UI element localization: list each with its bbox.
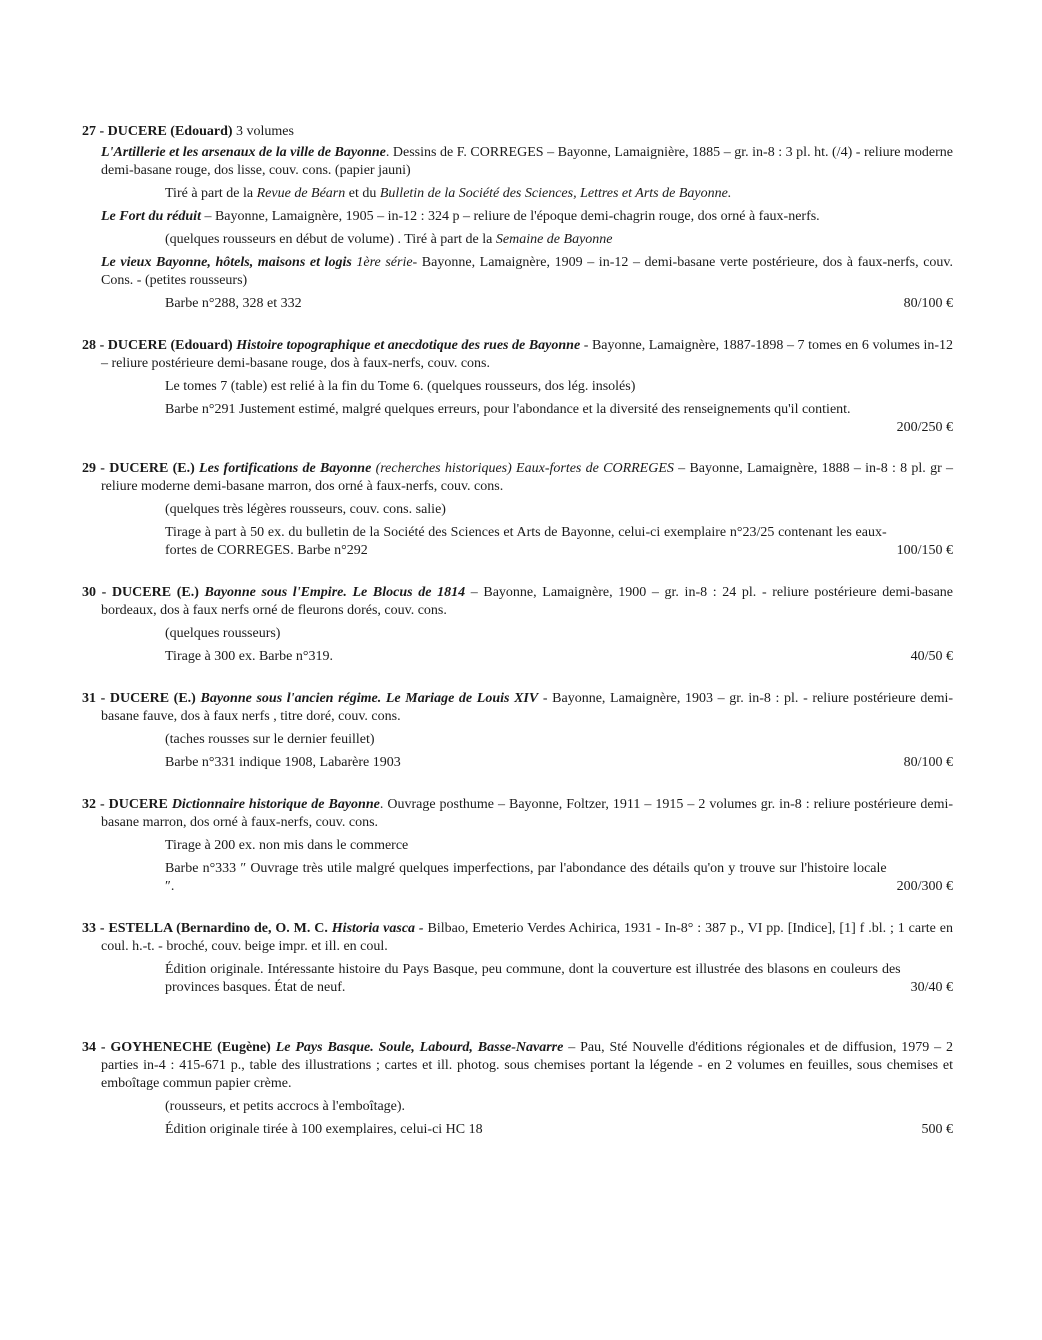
lot-reference: Tirage à 300 ex. Barbe n°319. <box>165 649 333 664</box>
lot-title: Le Fort du réduit <box>101 209 201 224</box>
lot-price: 80/100 € <box>903 755 953 770</box>
lot-heading <box>82 1039 953 1093</box>
lot-note: Édition originale tirée à 100 exemplaires, celui-ci HC 18 <box>165 1122 483 1137</box>
lot-author: 27 - DUCERE (Edouard) <box>82 124 233 139</box>
lot-34 <box>82 1039 953 1139</box>
lot-reference-line <box>165 961 953 997</box>
lot-reference-line <box>165 1121 953 1139</box>
lot-note: Tirage à part à 50 ex. du bulletin de la Société des Sciences et Arts de Bayonne, celui-ci exemplaire n°23/25 contenant les eaux-fortes de CORREGES. Barbe n°292 <box>165 525 887 558</box>
lot-reference-line <box>165 648 953 666</box>
lot-note: Tirage à 200 ex. non mis dans le commerce <box>165 838 409 853</box>
lot-author: 31 - DUCERE (E.) <box>82 691 196 706</box>
lot-description: . Dessins de F. CORREGES – Bayonne, Lamaignière, 1885 – gr. in-8 : 3 pl. ht. (/4) - reliure moderne demi-basane rouge, dos lisse, couv. cons. (papier jauni) <box>101 145 953 178</box>
lot-description: Bilbao, Emeterio Verdes Achirica, 1931 - In-8° : 387 p., VI pp. [Indice], [1] f .bl. ; 1 carte en coul. h.-t. - broché, couv. beige impr. et ill. en coul. <box>101 921 953 954</box>
lot-28 <box>82 337 953 437</box>
lot-reference: Barbe n°288, 328 et 332 <box>165 296 302 311</box>
lot-31 <box>82 690 953 772</box>
lot-reference-line <box>165 860 953 896</box>
lot-price: 40/50 € <box>910 649 953 664</box>
lot-note: Édition originale. Intéressante histoire du Pays Basque, peu commune, dont la couverture est illustrée des blasons en couleurs des provinces basques. État de neuf. <box>165 962 901 995</box>
lot-note: (rousseurs, et petits accrocs à l'emboîtage). <box>165 1099 406 1114</box>
lot-heading <box>82 920 953 956</box>
lot-note: Tiré à part de la Revue de Béarn et du Bulletin de la Société des Sciences, Lettres et Arts de Bayonne. <box>165 186 732 201</box>
lot-price: 200/300 € <box>896 879 953 894</box>
lot-price: 500 € <box>921 1122 953 1137</box>
lot-heading <box>82 337 953 373</box>
lot-note: Le tomes 7 (table) est relié à la fin du Tome 6. (quelques rousseurs, dos lég. insolés) <box>165 379 636 394</box>
lot-note: Barbe n°333 ″ Ouvrage très utile malgré quelques imperfections, par l'abondance des détails qu'on y trouve sur l'histoire locale ″. <box>165 861 887 894</box>
lot-description: Bayonne, Lamaignère, 1909 – in-12 – demi-basane verte postérieure, dos à faux-nerfs, couv. Cons. - (petites rousseurs) <box>101 255 954 288</box>
lot-note: (quelques rousseurs) <box>165 626 281 641</box>
lot-price: 30/40 € <box>910 980 953 995</box>
lot-heading <box>82 123 953 141</box>
lot-title: Bayonne sous l'ancien régime. Le Mariage de Louis XIV <box>200 691 539 706</box>
lot-description: . Ouvrage posthume – Bayonne, Foltzer, 1911 – 1915 – 2 volumes gr. in-8 : reliure postérieure demi-basane marron, dos orné à faux-nerfs, couv. cons. <box>101 797 954 830</box>
lot-title: Historia vasca - <box>331 921 424 936</box>
lot-item <box>101 144 953 180</box>
lot-description: – Bayonne, Lamaignère, 1900 – gr. in-8 : 24 pl. - reliure postérieure demi-basane bordeaux, dos à faux nerfs orné de fleurons dorés, couv. cons. <box>101 585 953 618</box>
lot-reference-line <box>165 524 953 560</box>
lot-author: 30 - DUCERE (E.) <box>82 585 199 600</box>
lot-title: Le vieux Bayonne, hôtels, maisons et logis <box>101 255 352 270</box>
lot-author: 29 - DUCERE (E.) <box>82 461 195 476</box>
lot-29 <box>82 460 953 560</box>
lot-27 <box>82 123 953 313</box>
lot-title: Les fortifications de Bayonne <box>199 461 372 476</box>
lot-reference: Barbe n°331 indique 1908, Labarère 1903 <box>165 755 401 770</box>
lot-item <box>101 208 953 226</box>
lot-title: Dictionnaire historique de Bayonne <box>171 797 380 812</box>
lot-price: 200/250 € <box>896 420 953 435</box>
lot-note: (taches rousses sur le dernier feuillet) <box>165 732 375 747</box>
lot-description: – Bayonne, Lamaignère, 1905 – in-12 : 324 p – reliure de l'époque demi-chagrin rouge, dos orné à faux-nerfs. <box>200 209 820 224</box>
lot-heading <box>82 690 953 726</box>
lot-price: 80/100 € <box>903 296 953 311</box>
lot-title: Bayonne sous l'Empire. Le Blocus de 1814 <box>204 585 466 600</box>
lot-note: (quelques rousseurs en début de volume) . Tiré à part de la Semaine de Bayonne <box>165 232 613 247</box>
lot-heading <box>82 796 953 832</box>
lot-32 <box>82 796 953 896</box>
lot-description: – Pau, Sté Nouvelle d'éditions régionales et de diffusion, 1979 – 2 parties in-4 : 415-671 p., table des illustrations ; cartes et ill. photog. sous chemises portant la légende - en 2 volumes en feuilles, sous chemises et emboîtage commun papier crème. <box>101 1040 953 1091</box>
lot-heading <box>82 460 953 496</box>
lot-author: 33 - ESTELLA (Bernardino de, O. M. C. <box>82 921 328 936</box>
lot-reference-line <box>165 295 953 313</box>
lot-subtitle: (recherches historiques) Eaux-fortes de CORREGES <box>371 461 674 476</box>
lot-note: (quelques très légères rousseurs, couv. cons. salie) <box>165 502 446 517</box>
lot-description: – Bayonne, Lamaignère, 1888 – in-8 : 8 pl. gr – reliure moderne demi-basane marron, dos orné à faux-nerfs, couv. cons. <box>101 461 954 494</box>
lot-title: Le Pays Basque. Soule, Labourd, Basse-Navarre <box>275 1040 564 1055</box>
lot-title: L'Artillerie et les arsenaux de la ville de Bayonne <box>101 145 386 160</box>
catalog-page <box>82 123 953 1139</box>
lot-item: Le vieux Bayonne, hôtels, maisons et logis 1ère série- Bayonne, Lamaignère, 1909 – in-12 – demi-basane verte postérieure, dos à faux-nerfs, couv. Cons. - (petites rousseurs) <box>101 255 954 288</box>
lot-30 <box>82 584 953 666</box>
lot-author: 28 - DUCERE (Edouard) <box>82 338 233 353</box>
lot-heading <box>82 584 953 620</box>
lot-reference-line <box>165 754 953 772</box>
lot-title: Histoire topographique et anecdotique des rues de Bayonne <box>236 338 581 353</box>
lot-volumes: 3 volumes <box>232 124 294 139</box>
lot-description: - Bayonne, Lamaignère, 1887-1898 – 7 tomes en 6 volumes in-12 – reliure postérieure demi-basane rouge, dos à faux-nerfs, couv. cons. <box>101 338 954 371</box>
lot-description: - Bayonne, Lamaignère, 1903 – gr. in-8 : pl. - reliure postérieure demi-basane fauve, dos à faux nerfs , titre doré, couv. cons. <box>101 691 954 724</box>
lot-note: Barbe n°291 Justement estimé, malgré quelques erreurs, pour l'abondance et la diversité des renseignements qu'il contient. <box>165 402 851 417</box>
lot-author: 32 - DUCERE <box>82 797 168 812</box>
lot-price: 100/150 € <box>896 543 953 558</box>
lot-33 <box>82 920 953 997</box>
lot-author: 34 - GOYHENECHE (Eugène) <box>82 1040 271 1055</box>
